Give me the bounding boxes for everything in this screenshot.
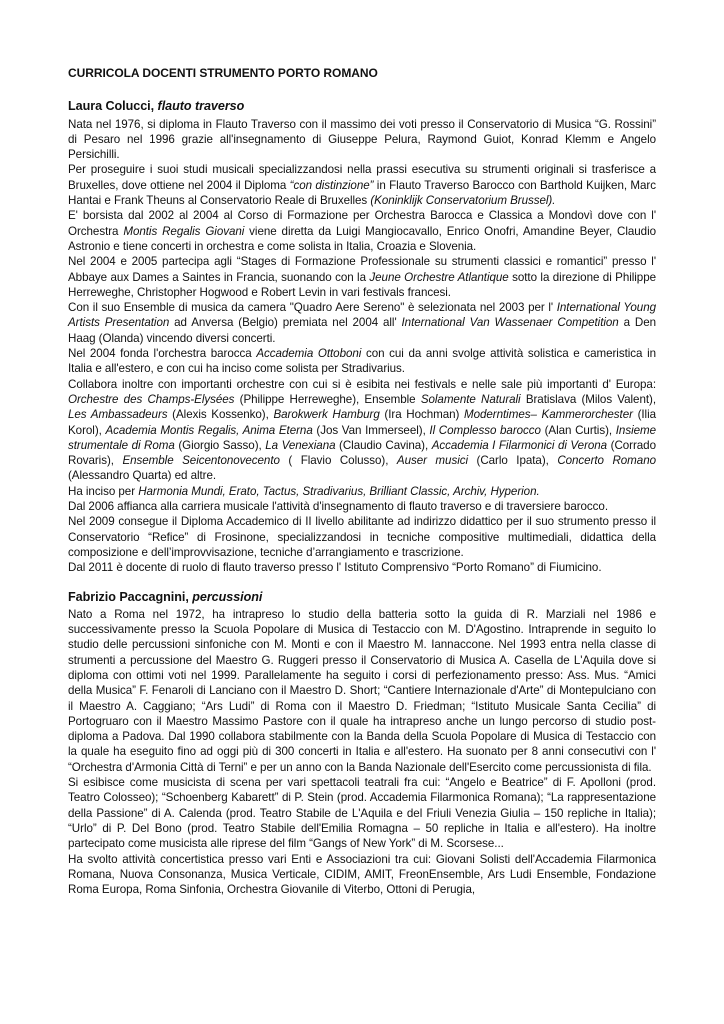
bio-paragraph: Collabora inoltre con importanti orchestre con cui si è esibita nei festivals e nelle sale più importanti d' Europa: Orchestre des Champs-Elysées (Philippe Herreweghe), Ensemble Solamente Naturali Bratislava (Milos Valent), Les Ambassadeurs (Alexis Kossenko), Barokwerk Hamburg (Ira Hochman) Moderntimes– Kammerorchester (Ilia Korol), Academia Montis Regalis, Anima Eterna (Jos Van Immerseel), Il Complesso barocco (Alan Curtis), Insieme strumentale di Roma (Giorgio Sasso), La Venexiana (Claudio Cavina), Accademia I Filarmonici di Verona (Corrado Rovaris), Ensemble Seicentonovecento ( Flavio Colusso), Auser musici (Carlo Ipata), Concerto Romano (Alessandro Quarta) ed altre. [68,377,657,483]
teacher-section-colucci [68,99,656,575]
teacher-name: Laura Colucci, [68,99,155,114]
bio-paragraph: Nel 2009 consegue il Diploma Accademico di II livello abilitante ad indirizzo didattico per il suo strumento presso il Conservatorio “Refice” di Frosinone, specializzandosi in tecniche compositive multimediali, didattica della composizione e dell’improvvisazione, tecniche d’arrangiamento e trascrizione. [68,515,656,559]
bio-paragraph: E' borsista dal 2002 al 2004 al Corso di Formazione per Orchestra Barocca e Classica a Mondovì dove con l' Orchestra Montis Regalis Giovani viene diretta da Luigi Mangiocavallo, Enrico Onofri, Amandine Beyer, Claudio Astronio e tiene concerti in orchestra e come solista in Italia, Croazia e Slovenia. [68,209,656,253]
bio-paragraph: Con il suo Ensemble di musica da camera "Quadro Aere Sereno" è selezionata nel 2003 per l' International Young Artists Presentation ad Anversa (Belgio) premiata nel 2004 all' International Van Wassenaer Competition a Den Haag (Olanda) vincendo diversi concerti. [68,301,657,345]
bio-paragraph: Si esibisce come musicista di scena per vari spettacoli teatrali fra cui: “Angelo e Beatrice” di F. Apolloni (prod. Teatro Colosseo); “Schoenberg Kabarett” di P. Stein (prod. Accademia Filarmonica Romana); “La rappresentazione della Passione” di A. Calenda (prod. Teatro Stabile de L'Aquila e del Friuli Venezia Giulia – 150 repliche in Italia); “Urlo” di P. Del Bono (prod. Teatro Stabile dell'Emilia Romagna – 50 repliche in Italia e all'estero). Ha inoltre partecipato come musicista alle riprese del film “Gangs of New York” di M. Scorsese... [68,776,656,851]
bio-paragraph: Dal 2011 è docente di ruolo di flauto traverso presso l' Istituto Comprensivo “Porto Romano” di Fiumicino. [68,561,602,575]
teacher-heading [68,590,656,605]
document-title: CURRICOLA DOCENTI STRUMENTO PORTO ROMANO [68,66,378,80]
bio-paragraph: Nata nel 1976, si diploma in Flauto Traverso con il massimo dei voti presso il Conservatorio di Musica “G. Rossini” di Pesaro nel 1996 grazie all'insegnamento di Giuseppe Pelura, Raymond Guiot, Konrad Klemm e Angelo Persichilli. [68,117,656,162]
teacher-name: Fabrizio Paccagnini, [68,589,189,604]
bio-paragraph: Ha inciso per Harmonia Mundi, Erato, Tactus, Stradivarius, Brilliant Classic, Archiv, Hyperion. [68,484,540,498]
bio-paragraph: Nato a Roma nel 1972, ha intrapreso lo studio della batteria sotto la guida di R. Marziali nel 1986 e successivamente presso la Scuola Popolare di Musica di Testaccio con M. D'Agostino. Intraprende in seguito lo studio delle percussioni sinfoniche con M. Monti e con il Maestro M. Iannaccone. Nel 1993 entra nella classe di strumenti a percussione del Maestro G. Ruggeri presso il Conservatorio di Musica A. Casella de L'Aquila dove si diploma con ottimi voti nel 1999. Parallelamente ha seguito i corsi di perfezionamento presso: Ass. Mus. “Amici della Musica” F. Fenaroli di Lanciano con il Maestro D. Short; “Cantiere Internazionale d'Arte” di Montepulciano con il Maestro A. Caggiano; “Ars Ludi” di Roma con il Maestro D. Friedman; “Istituto Musicale Santa Cecilia” di Portogruaro con il Maestro Massimo Pastore con il quale ha intrapreso anche un lungo percorso di studio post-diploma a Padova. Dal 1990 collabora stabilmente con la Banda della Scuola Popolare di Musica di Testaccio con la quale ha eseguito fino ad oggi più di 300 concerti in Italia e all'estero. Ha suonato per 8 anni consecutivi con l' “Orchestra d'Armonia Città di Terni” e per un anno con la Banda Nazionale dell'Esercito come percussionista di fila. [68,607,656,774]
bio-paragraph: Nel 2004 fonda l'orchestra barocca Accademia Ottoboni con cui da anni svolge attività solistica e cameristica in Italia e all'estero, e con cui ha inciso come solista per Stradivarius. [68,347,656,376]
bio-paragraph: Per proseguire i suoi studi musicali specializzandosi nella prassi esecutiva su strumenti originali si trasferisce a Bruxelles, dove ottiene nel 2004 il Diploma “con distinzione” in Flauto Traverso Barocco con Barthold Kuijken, Marc Hantai e Frank Theuns al Conservatorio Reale di Bruxelles (Koninklijk Conservatorium Brussel). [68,163,656,208]
bio-paragraph: Dal 2006 affianca alla carriera musicale l'attività d'insegnamento di flauto traverso e di traversiere barocco. [68,500,608,514]
teacher-instrument: percussioni [192,589,263,604]
teacher-section-paccagnini [68,590,656,898]
teacher-instrument: flauto traverso [157,99,245,114]
bio-paragraph: Ha svolto attività concertistica presso vari Enti e Associazioni tra cui: Giovani Solisti dell'Accademia Filarmonica Romana, Nuova Consonanza, Musica Verticale, CIDIM, AMIT, FreonEnsemble, Ars Ludi Ensemble, Fondazione Roma Europa, Roma Sinfonia, Orchestra Giovanile di Viterbo, Ottoni di Perugia, [68,852,656,897]
bio-paragraph: Nel 2004 e 2005 partecipa agli “Stages di Formazione Professionale su strumenti classici e romantici” presso l' Abbaye aux Dames a Saintes in Francia, suonando con la Jeune Orchestre Atlantique sotto la direzione di Philippe Herreweghe, Christopher Hogwood e Robert Levin in vari festivals francesi. [68,255,656,299]
document-page [68,66,656,911]
teacher-heading [68,99,656,114]
